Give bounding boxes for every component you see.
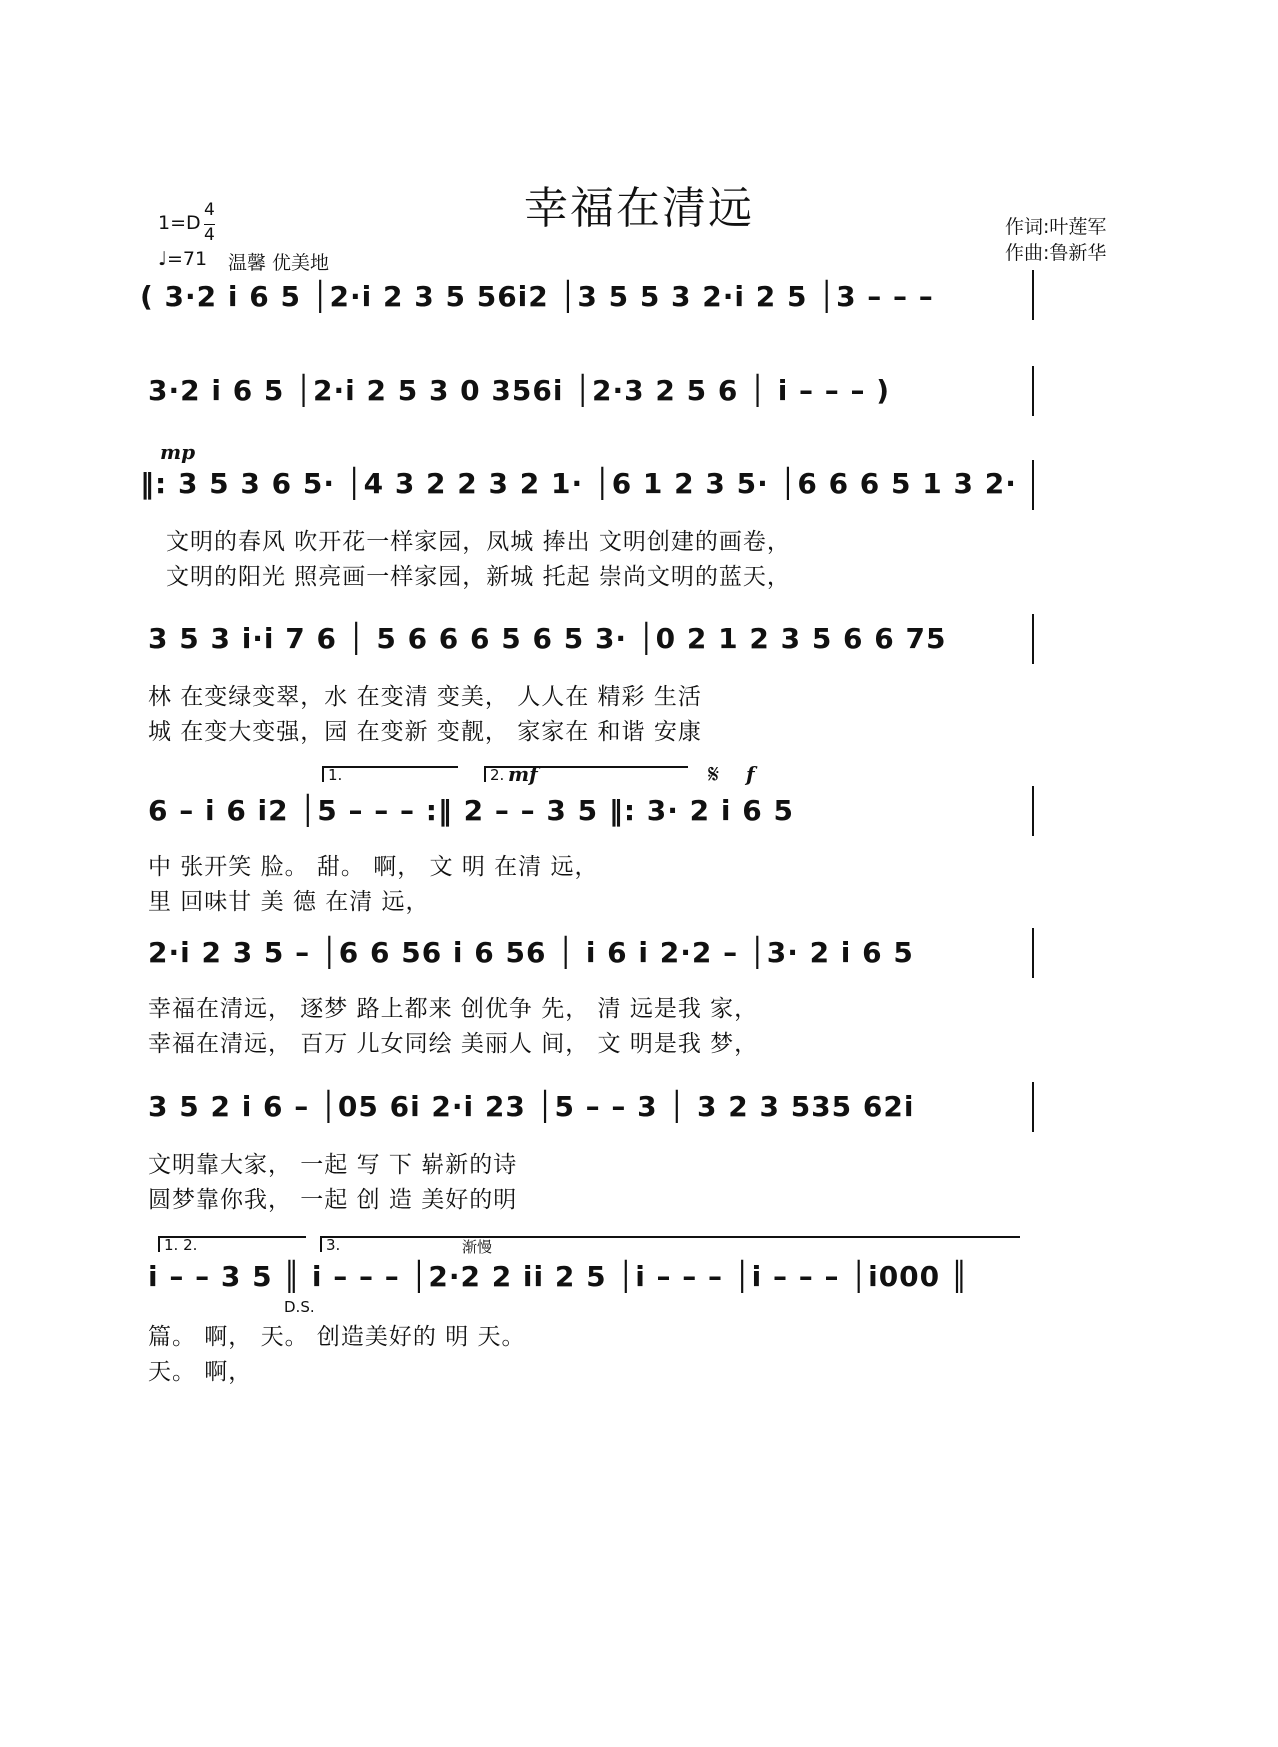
song-title: 幸福在清远: [524, 183, 754, 234]
composer-credit: 作曲:鲁新华: [1005, 242, 1107, 264]
barline: [1032, 460, 1034, 510]
barline: [1032, 786, 1034, 836]
barline: [1032, 270, 1034, 320]
dal-segno-marking: D.S.: [284, 1298, 315, 1316]
notation-row-8: i – – 3 5 ║ i – – – │2·2 2 ii 2 5 │i – – – │i – – – │i000 ║: [148, 1260, 969, 1293]
volta-label-1-2: 1. 2.: [164, 1236, 198, 1254]
lyric-row-7-verse-1: 文明靠大家， 一起 写 下 崭新的诗: [148, 1152, 518, 1178]
expression-marking: 温馨 优美地: [228, 252, 330, 274]
volta-label-1: 1.: [328, 766, 343, 784]
notation-row-6: 2·i 2 3 5 – │6 6 56 i 6 56 │ i 6 i 2·2 – │3· 2 i 6 5: [148, 936, 914, 969]
volta-label-3: 3.: [326, 1236, 341, 1254]
lyric-row-7-verse-2: 圆梦靠你我， 一起 创 造 美好的明: [148, 1187, 518, 1213]
volta-label-2: 2.: [490, 766, 505, 784]
lyric-row-4-verse-1: 林 在变绿变翠，水 在变清 变美， 人人在 精彩 生活: [148, 684, 702, 710]
segno-sign: 𝄋: [708, 760, 720, 790]
tempo-slowing-marking: 渐慢: [462, 1238, 493, 1256]
volta-bracket-1: [322, 766, 458, 782]
lyric-row-4-verse-2: 城 在变大变强，园 在变新 变靓， 家家在 和谐 安康: [148, 719, 702, 745]
volta-bracket-3: [320, 1236, 1020, 1252]
dynamic-f: f: [746, 762, 755, 786]
notation-row-3: ‖: 3 5 3 6 5· │4 3 2 2 3 2 1· │6 1 2 3 5· │6 6 6 5 1 3 2·: [140, 467, 1017, 500]
key-signature: 1=D: [158, 212, 201, 234]
lyric-row-3-verse-1: 文明的春风 吹开花一样家园，凤城 捧出 文明创建的画卷，: [166, 529, 791, 555]
lyric-row-6-verse-2: 幸福在清远， 百万 儿女同绘 美丽人 间， 文 明是我 梦，: [148, 1031, 759, 1057]
barline: [1032, 928, 1034, 978]
barline: [1032, 366, 1034, 416]
notation-row-2: 3·2 i 6 5 │2·i 2 5 3 0 356i │2·3 2 5 6 │ i – – – ): [148, 374, 891, 407]
barline: [1032, 614, 1034, 664]
dynamic-mp: mp: [160, 440, 196, 464]
notation-row-1: ( 3·2 i 6 5 │2·i 2 3 5 56i2 │3 5 5 3 2·i 2 5 │3 – – –: [140, 280, 934, 313]
tempo-marking: ♩=71: [158, 248, 208, 270]
notation-row-5: 6 – i 6 i2 │5 – – – :‖ 2 – – 3 5 ‖: 3· 2 i 6 5: [148, 794, 794, 827]
lyric-row-3-verse-2: 文明的阳光 照亮画一样家园，新城 托起 崇尚文明的蓝天，: [166, 564, 791, 590]
lyricist-credit: 作词:叶莲军: [1005, 216, 1107, 238]
notation-row-7: 3 5 2 i 6 – │05 6i 2·i 23 │5 – – 3 │ 3 2 3 535 62i: [148, 1090, 915, 1123]
lyric-row-8-verse-2: 天。 啊，: [148, 1359, 253, 1385]
lyric-row-6-verse-1: 幸福在清远， 逐梦 路上都来 创优争 先， 清 远是我 家，: [148, 996, 759, 1022]
dynamic-mf: mf: [508, 762, 538, 786]
barline: [1032, 1082, 1034, 1132]
lyric-row-5-verse-2: 里 回味甘 美 德 在清 远，: [148, 889, 430, 915]
time-signature-top: 4: [204, 200, 215, 220]
notation-row-4: 3 5 3 i·i 7 6 │ 5 6 6 6 5 6 5 3· │0 2 1 2 3 5 6 6 75: [148, 622, 947, 655]
lyric-row-5-verse-1: 中 张开笑 脸。 甜。 啊， 文 明 在清 远，: [148, 854, 599, 880]
time-signature-bottom: 4: [204, 225, 215, 245]
lyric-row-8-verse-1: 篇。 啊， 天。 创造美好的 明 天。: [148, 1324, 526, 1350]
